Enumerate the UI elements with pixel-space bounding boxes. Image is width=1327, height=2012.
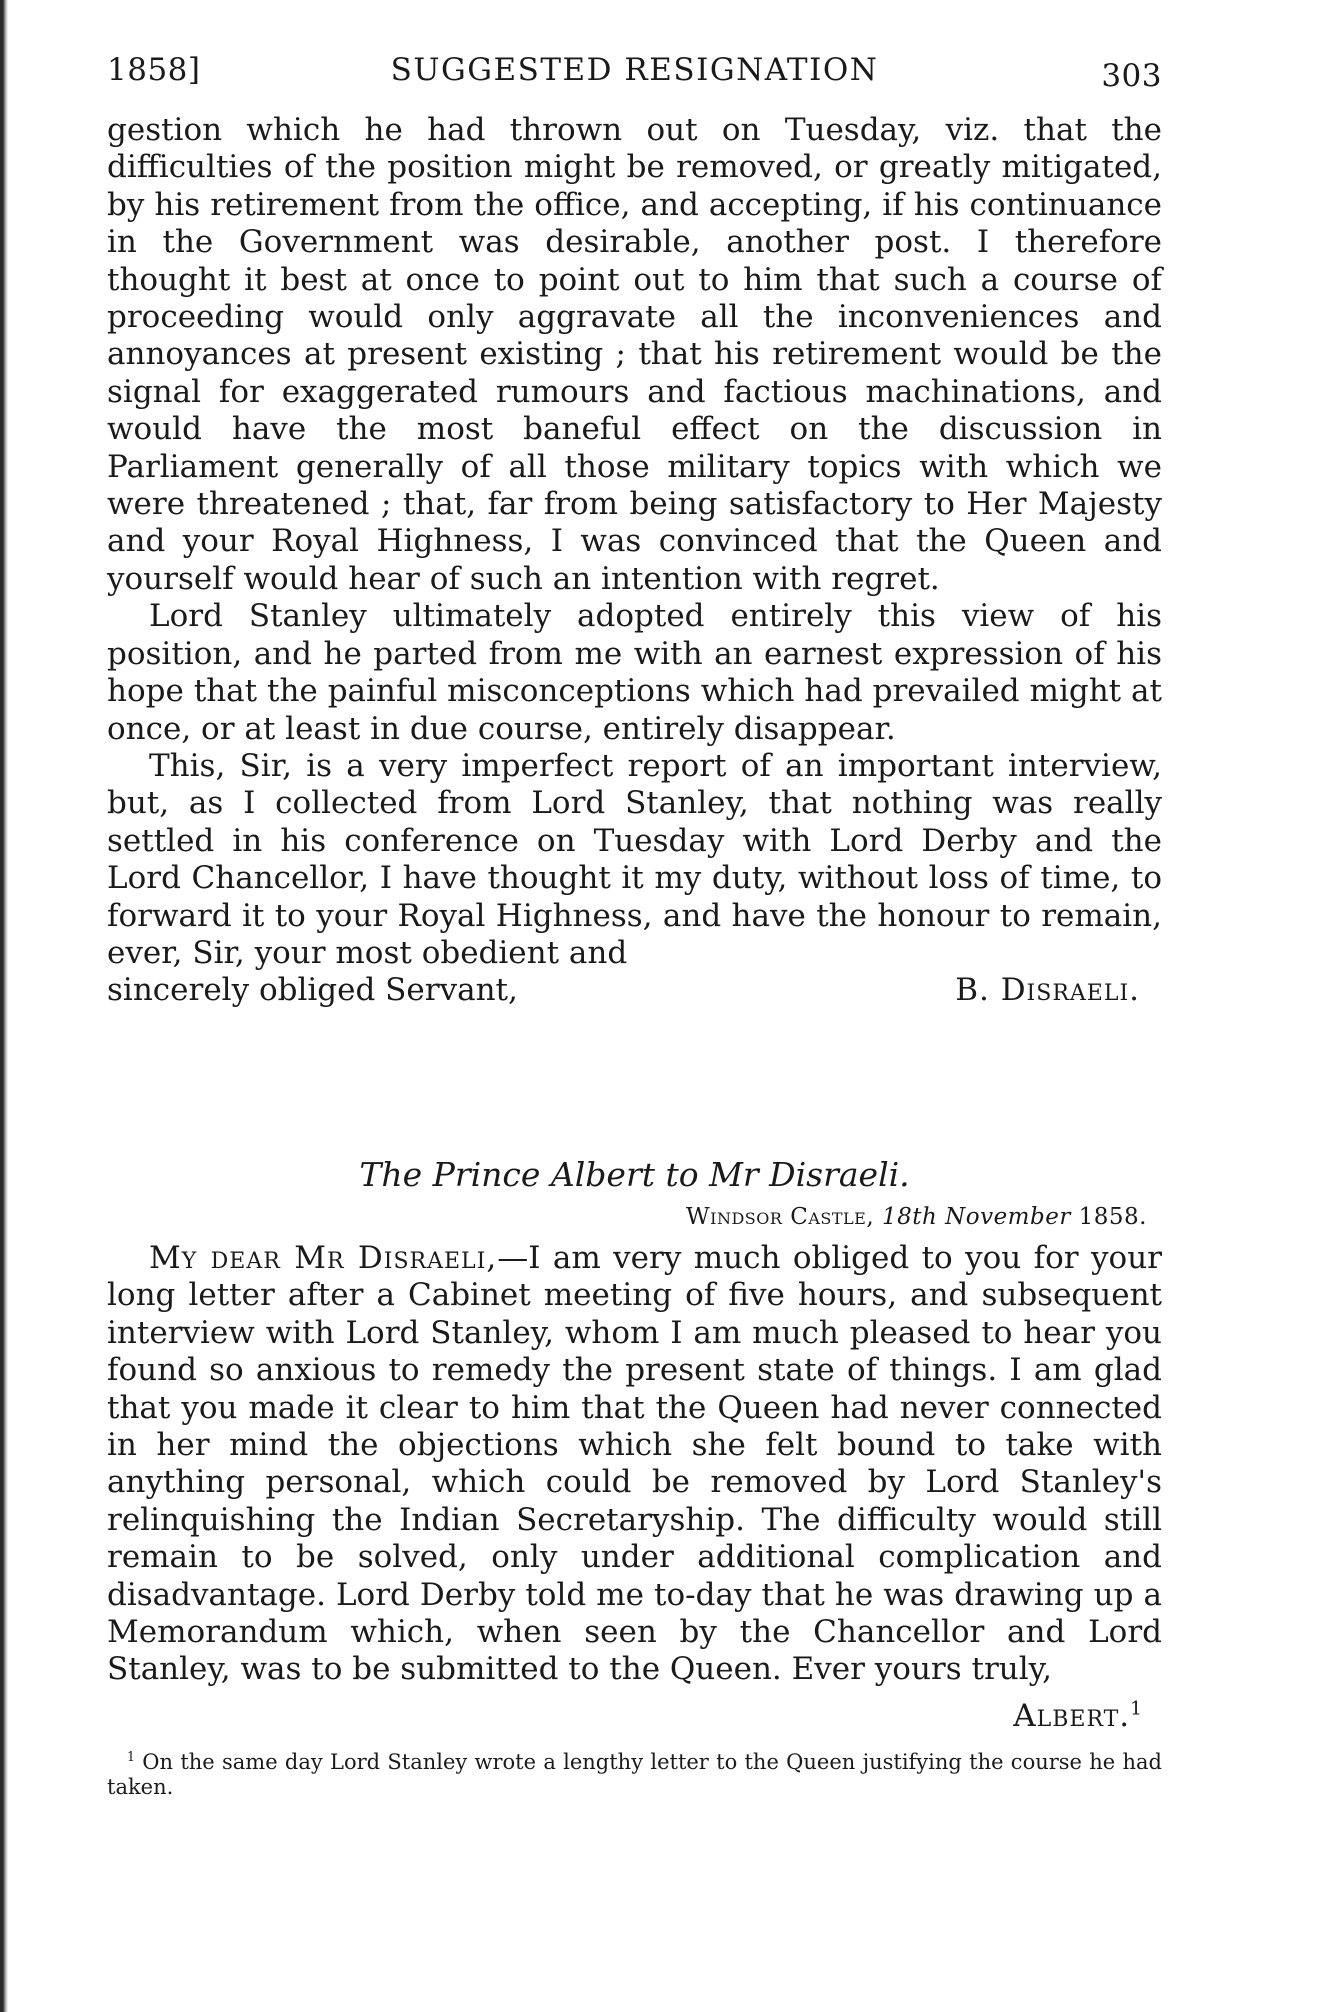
running-head-title: SUGGESTED RESIGNATION [390, 52, 879, 88]
page-number: 303 [1101, 58, 1162, 94]
footnote-marker: 1 [127, 1749, 136, 1764]
footnote-text: On the same day Lord Stanley wrote a lengthy letter to the Queen justifying the course he had taken. [107, 1750, 1162, 1799]
signature-albert [1013, 1698, 1143, 1734]
paragraph: gestion which he had thrown out on Tuesday, viz. that the difficulties of the position might be removed, or greatly mitigated, by his retirement from the office, and accepting, if his continuance in the Government was desirable, another post. I therefore thought it best at once to point out to him that such a course of proceeding would only aggravate all the inconveniences and annoyances at present existing ; that his retirement would be the signal for exaggerated rumours and factious machinations, and would have the most baneful effect on the discussion in Parliament generally of all those military topics with which we were threatened ; that, far from being satisfactory to Her Majesty and your Royal Highness, I was convinced that the Queen and yourself would hear of such an intention with regret. [107, 112, 1162, 597]
signature-disraeli: B. Disraeli. [955, 972, 1140, 1009]
running-head-year: 1858] [107, 52, 201, 88]
paragraph [107, 1240, 1162, 1689]
dateline-year: 1858. [1078, 1204, 1147, 1230]
paragraph: Lord Stanley ultimately adopted entirely this view of his position, and he parted from me with an earnest expression of his hope that the painful misconceptions which had prevailed might at once, or at least in due course, entirely disappear. [107, 598, 1162, 747]
dateline-day: 18th November [881, 1204, 1071, 1230]
running-head [107, 52, 1162, 96]
letter-heading: The Prince Albert to Mr Disraeli. [359, 1155, 910, 1194]
footnote-reference: 1 [1130, 1698, 1143, 1720]
paragraph: This, Sir, is a very imperfect report of an important interview, but, as I collected from Lord Stanley, that nothing was really settled in his conference on Tuesday with Lord Derby and the Lord Chancellor, I have thought it my duty, without loss of time, to forward it to your Royal Highness, and have the honour to remain, ever, Sir, your most obedient and [107, 747, 1162, 971]
letter-continuation [107, 112, 1162, 1010]
salutation: My dear Mr Disraeli, [149, 1240, 498, 1276]
binding-edge [0, 0, 8, 2012]
closing-text: sincerely obliged Servant, [107, 972, 518, 1009]
letter-body-text: —I am very much obliged to you for your long letter after a Cabinet meeting of five hours, and subsequent interview with Lord Stanley, whom I am much pleased to hear you found so anxious to remedy the present state of things. I am glad that you made it clear to him that the Queen had never connected in her mind the objections which she felt bound to take with anything personal, which could be removed by Lord Stanley's relinquishing the Indian Secretaryship. The difficulty would still remain to be solved, only under additional complication and disadvantage. Lord Derby told me to-day that he was drawing up a Memorandum which, when seen by the Chancellor and Lord Stanley, was to be submitted to the Queen. Ever yours truly, [107, 1240, 1162, 1688]
dateline-place: Windsor Castle, [686, 1204, 875, 1230]
signature-text: Albert. [1013, 1698, 1131, 1734]
letter-body [107, 1240, 1162, 1689]
closing-line [107, 972, 1162, 1009]
dateline [686, 1204, 1147, 1230]
footnote [107, 1750, 1162, 1800]
